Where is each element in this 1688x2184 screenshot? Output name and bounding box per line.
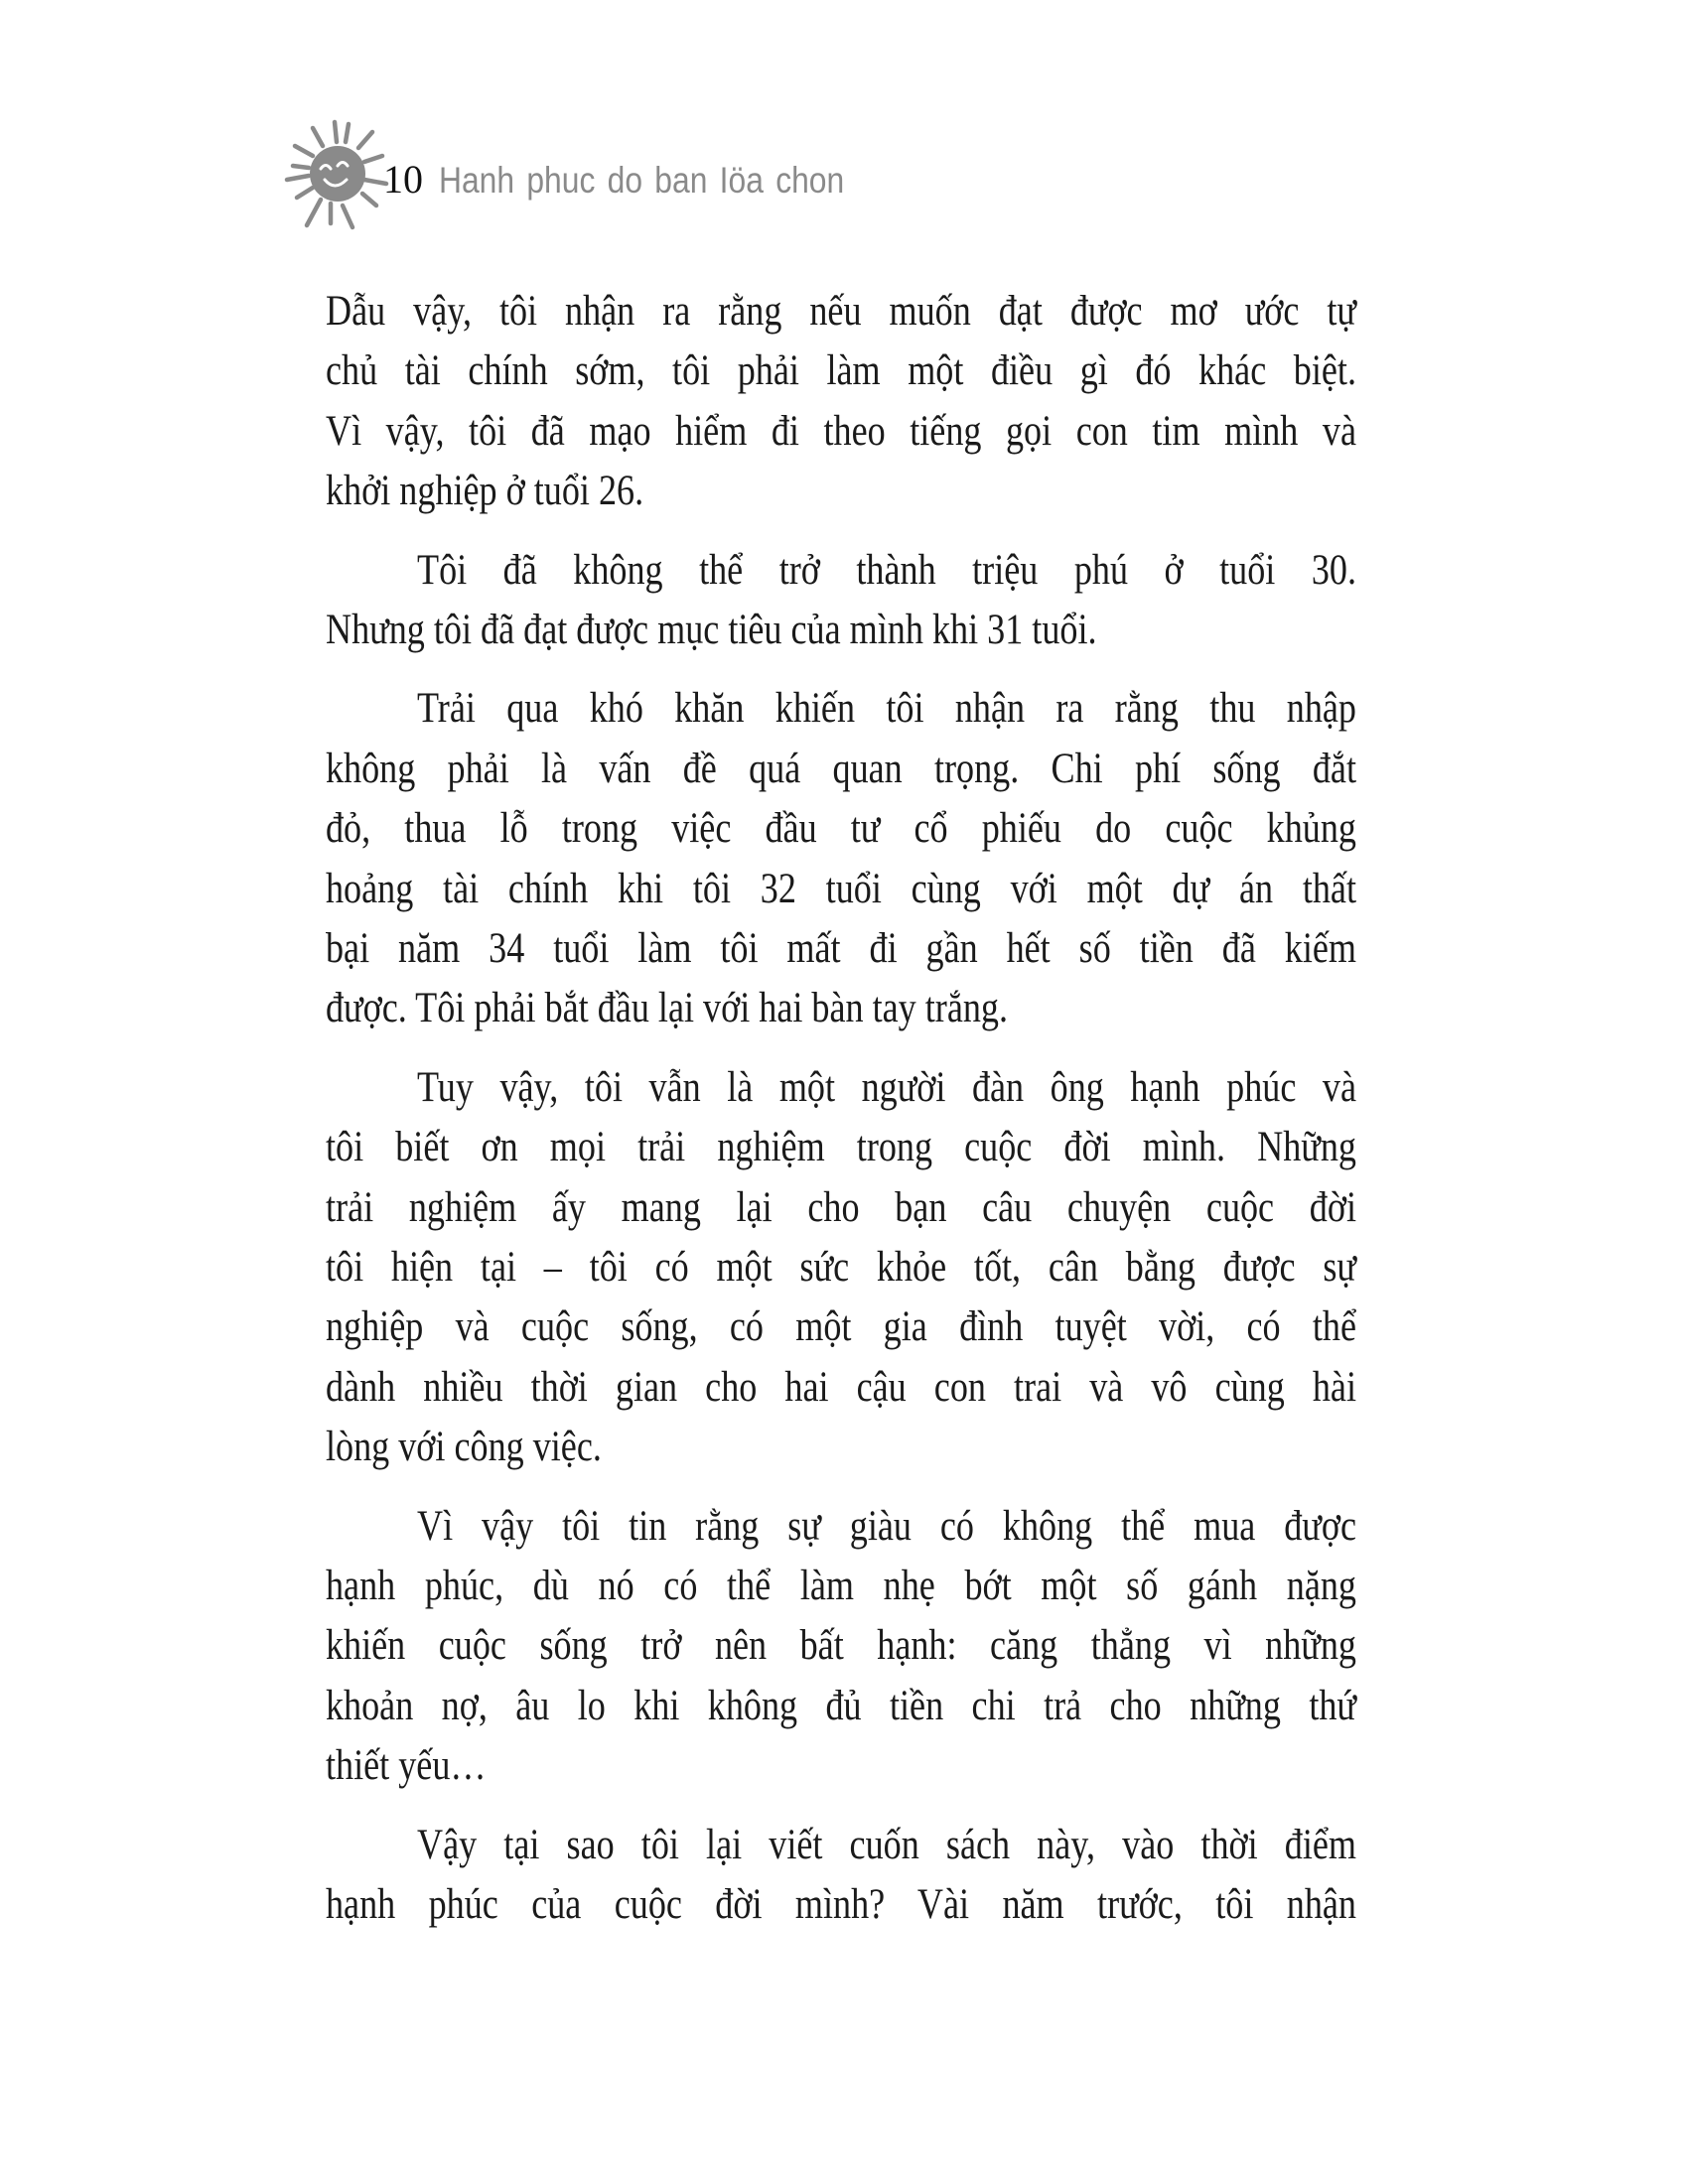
text-line: được. Tôi phải bắt đầu lại với hai bàn tay trắng. (326, 985, 1009, 1032)
text-line: khoản nợ, âu lo khi không đủ tiền chi trả cho những thứ (326, 1682, 1356, 1729)
page-number: 10 (383, 157, 423, 202)
text-line: Nhưng tôi đã đạt được mục tiêu của mình khi 31 tuổi. (326, 607, 1097, 653)
text-line: Vì vậy tôi tin rằng sự giàu có không thể mua được (417, 1502, 1356, 1550)
text-line: hoảng tài chính khi tôi 32 tuổi cùng với một dự án thất (326, 865, 1356, 912)
text-line: đỏ, thua lỗ trong việc đầu tư cổ phiếu do cuộc khủng (326, 805, 1356, 853)
text-line: lòng với công việc. (326, 1424, 602, 1471)
text-line: dành nhiều thời gian cho hai cậu con trai và vô cùng hài (326, 1363, 1356, 1411)
text-line: nghiệp và cuộc sống, có một gia đình tuyệt vời, có thể (326, 1303, 1356, 1351)
text-line: bại năm 34 tuổi làm tôi mất đi gần hết số tiền đã kiếm (326, 925, 1356, 972)
text-line: khởi nghiệp ở tuổi 26. (326, 468, 644, 515)
text-line: Dẫu vậy, tôi nhận ra rằng nếu muốn đạt được mơ ước tự (326, 288, 1356, 335)
text-line: hạnh phúc của cuộc đời mình? Vài năm trước, tôi nhận (326, 1881, 1356, 1928)
text-line: chủ tài chính sớm, tôi phải làm một điều gì đó khác biệt. (326, 347, 1356, 395)
text-line: Vì vậy, tôi đã mạo hiểm đi theo tiếng gọi con tim mình và (326, 407, 1356, 455)
running-title: Hanh phuc do ban Iöa chon (439, 160, 845, 201)
text-line: hạnh phúc, dù nó có thể làm nhẹ bớt một số gánh nặng (326, 1563, 1356, 1609)
text-line: tôi biết ơn mọi trải nghiệm trong cuộc đời mình. Những (326, 1124, 1356, 1171)
text-line: thiết yếu… (326, 1742, 487, 1790)
text-line: Tôi đã không thể trở thành triệu phú ở tuổi 30. (417, 546, 1356, 594)
text-line: Vậy tại sao tôi lại viết cuốn sách này, vào thời điểm (417, 1821, 1356, 1868)
text-line: Trải qua khó khăn khiến tôi nhận ra rằng thu nhập (417, 685, 1356, 733)
text-line: trải nghiệm ấy mang lại cho bạn câu chuyện cuộc đời (326, 1183, 1356, 1231)
text-line: không phải là vấn đề quá quan trọng. Chi phí sống đắt (326, 745, 1356, 792)
text-line: khiến cuộc sống trở nên bất hạnh: căng thẳng vì những (326, 1622, 1356, 1670)
text-line: tôi hiện tại – tôi có một sức khỏe tốt, cân bằng được sự (326, 1244, 1356, 1291)
text-line: Tuy vậy, tôi vẫn là một người đàn ông hạnh phúc và (417, 1063, 1356, 1111)
